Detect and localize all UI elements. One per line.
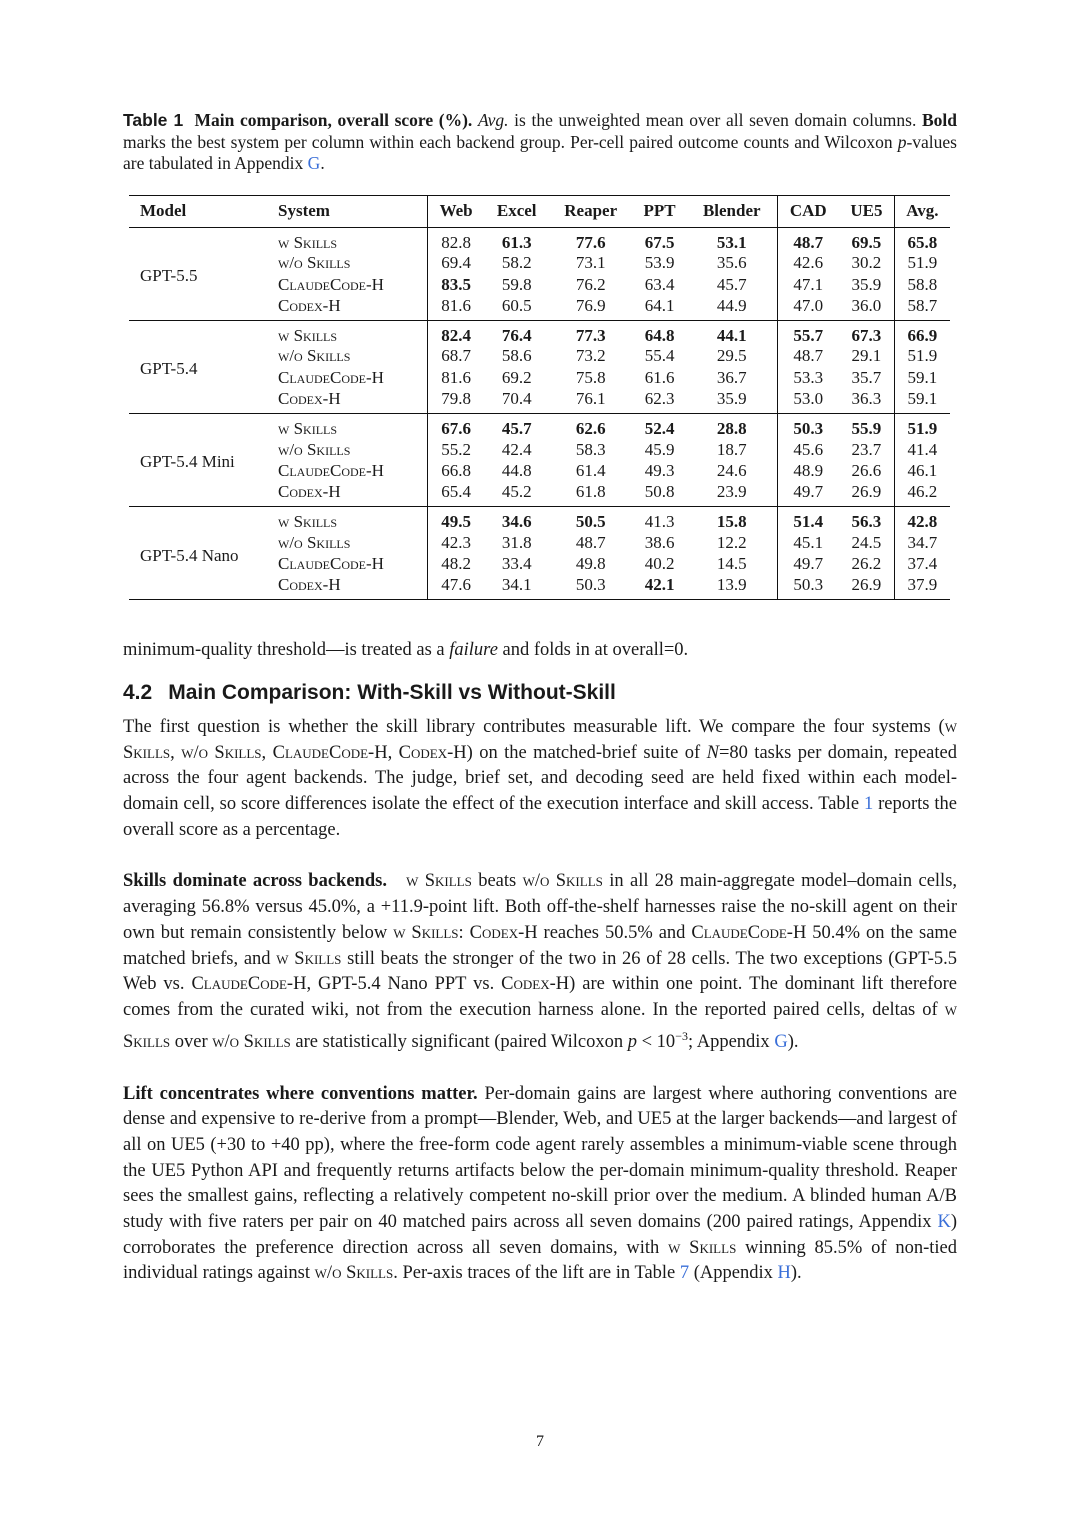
best-score: 53.1 — [716, 232, 747, 252]
best-score: 83.5 — [441, 274, 471, 294]
header-reaper: Reaper — [549, 195, 632, 227]
score-cell: 23.9 — [716, 482, 747, 502]
score-cell: 44.8 — [501, 461, 532, 481]
best-score: 69.5 — [851, 232, 882, 252]
score-cell: 66.8 — [428, 460, 485, 482]
score-cell: 49.8 — [575, 554, 606, 574]
paragraph-intro: The first question is whether the skill library contributes measurable lift. We compare the four systems (w Skills, w/o Skills, ClaudeCode-H, Codex-H) on the matched-brief suite of N=80 tasks per domain, repeated across the four agent backends. The judge, brief set, and decoding seed are held fixed within each model-domain cell, so score differences isolate the effect of the execution interface and skill access. Table 1 reports the overall score as a percentage. — [123, 716, 958, 840]
best-score: 42.8 — [907, 512, 938, 532]
score-cell — [549, 413, 632, 439]
best-score: 15.8 — [716, 512, 747, 532]
best-score: 56.3 — [851, 512, 882, 532]
score-cell — [894, 507, 950, 533]
table-group — [129, 507, 950, 600]
score-cell: 36.0 — [851, 295, 882, 315]
score-cell: 14.5 — [716, 554, 747, 574]
score-cell: 45.1 — [777, 532, 839, 554]
score-cell: 47.6 — [428, 575, 485, 600]
system-cell: Codex-H — [278, 388, 341, 408]
system-cell: w/o Skills — [278, 346, 351, 366]
score-cell — [632, 413, 687, 439]
best-score: 77.6 — [575, 232, 606, 252]
score-cell: 45.9 — [644, 439, 675, 459]
score-cell: 50.8 — [644, 482, 675, 502]
score-cell: 51.9 — [894, 253, 950, 275]
section-title: Main Comparison: With-Skill vs Without-Skill — [168, 680, 616, 704]
score-cell: 58.8 — [894, 274, 950, 296]
best-score: 48.7 — [793, 232, 824, 252]
score-cell: 61.8 — [575, 482, 606, 502]
best-score: 52.4 — [644, 418, 675, 438]
best-score: 82.4 — [441, 325, 471, 345]
best-score: 64.8 — [644, 325, 675, 345]
score-cell — [549, 227, 632, 253]
score-cell: 49.7 — [777, 482, 839, 507]
table-group — [129, 413, 950, 506]
appendix-k-link[interactable]: K — [937, 1212, 951, 1233]
caption-title: Main comparison, overall score (%). — [194, 110, 473, 130]
score-cell: 34.1 — [501, 575, 532, 595]
score-cell: 59.8 — [501, 274, 532, 294]
score-cell: 23.7 — [851, 439, 882, 459]
header-web: Web — [428, 195, 485, 227]
best-score: 67.3 — [851, 325, 882, 345]
score-cell: 50.3 — [575, 575, 606, 595]
score-cell: 81.6 — [428, 296, 485, 321]
system-cell: Codex-H — [278, 482, 341, 502]
score-cell: 53.9 — [644, 253, 675, 273]
score-cell: 76.1 — [575, 388, 606, 408]
score-cell: 73.2 — [575, 346, 606, 366]
system-cell: w Skills — [278, 325, 338, 345]
score-cell: 26.2 — [851, 554, 882, 574]
score-cell: 45.7 — [716, 274, 747, 294]
appendix-g-link-2[interactable]: G — [774, 1031, 788, 1052]
score-cell — [687, 227, 777, 253]
model-cell: GPT-5.5 — [140, 266, 198, 286]
table-group — [129, 227, 950, 320]
header-blender: Blender — [687, 195, 777, 227]
score-cell: 24.6 — [716, 461, 747, 481]
score-cell: 79.8 — [428, 389, 485, 414]
system-cell: w Skills — [278, 232, 338, 252]
appendix-g-link[interactable]: G — [307, 153, 321, 173]
caption-bold-term: Bold — [921, 110, 957, 130]
score-cell — [632, 575, 687, 600]
score-cell: 64.1 — [644, 295, 675, 315]
best-score: 51.4 — [793, 512, 824, 532]
score-cell: 70.4 — [501, 388, 532, 408]
section-heading — [123, 681, 957, 705]
score-cell — [839, 413, 894, 439]
score-cell: 36.7 — [716, 368, 747, 388]
score-cell: 48.7 — [575, 532, 606, 552]
score-cell: 58.7 — [894, 296, 950, 321]
score-cell — [428, 274, 485, 296]
best-score: 50.3 — [793, 418, 824, 438]
score-cell: 33.4 — [501, 554, 532, 574]
score-cell: 31.8 — [501, 532, 532, 552]
system-cell: ClaudeCode-H — [278, 554, 384, 574]
score-cell — [839, 507, 894, 533]
score-cell — [484, 227, 549, 253]
score-cell: 69.4 — [428, 253, 485, 275]
score-cell: 48.9 — [777, 460, 839, 482]
section-number: 4.2 — [123, 680, 153, 704]
appendix-h-link[interactable]: H — [777, 1263, 791, 1284]
table-row — [129, 320, 950, 346]
score-cell: 30.2 — [851, 253, 882, 273]
score-cell: 62.3 — [644, 388, 675, 408]
score-cell: 49.3 — [644, 461, 675, 481]
score-cell: 55.2 — [428, 439, 485, 461]
system-cell: w Skills — [278, 418, 338, 438]
best-score: 44.1 — [716, 325, 747, 345]
best-score: 51.9 — [907, 418, 938, 438]
score-cell: 76.2 — [575, 274, 606, 294]
table-header-row — [129, 195, 950, 227]
best-score: 49.5 — [441, 512, 471, 532]
score-cell: 73.1 — [575, 253, 606, 273]
header-model: Model — [129, 195, 274, 227]
score-cell: 48.7 — [777, 346, 839, 368]
header-ppt: PPT — [632, 195, 687, 227]
score-cell: 59.1 — [894, 367, 950, 389]
score-cell — [428, 413, 485, 439]
system-cell: w/o Skills — [278, 439, 351, 459]
system-cell: ClaudeCode-H — [278, 274, 384, 294]
score-cell — [777, 320, 839, 346]
score-cell: 61.6 — [644, 368, 675, 388]
best-score: 55.9 — [851, 418, 882, 438]
score-cell: 69.2 — [501, 368, 532, 388]
table-caption: Table 1 Main comparison, overall score (%). Avg. is the unweighted mean over all seven domain columns. Bold marks the best system per column within each backend group. Per-cell paired outcome counts and Wilcoxon p-values are tabulated in Appendix G. — [123, 110, 957, 173]
model-cell: GPT-5.4 — [140, 359, 198, 379]
paragraph-title-skills-dominate: Skills dominate across backends. — [123, 871, 387, 892]
score-cell: 63.4 — [644, 274, 675, 294]
score-cell: 42.6 — [777, 253, 839, 275]
score-cell: 26.9 — [851, 482, 882, 502]
table-7-link[interactable]: 7 — [679, 1263, 690, 1284]
table-group — [129, 320, 950, 413]
score-cell: 41.3 — [644, 512, 675, 532]
table-row — [129, 227, 950, 253]
system-cell: w/o Skills — [278, 253, 351, 273]
score-cell: 59.1 — [894, 389, 950, 414]
score-cell: 58.6 — [501, 346, 532, 366]
score-cell: 40.2 — [644, 554, 675, 574]
score-cell: 50.3 — [777, 575, 839, 600]
score-cell — [484, 320, 549, 346]
best-score: 67.5 — [644, 232, 675, 252]
score-cell — [484, 507, 549, 533]
score-cell: 38.6 — [644, 532, 675, 552]
score-cell — [777, 507, 839, 533]
paper-page — [123, 110, 957, 1287]
best-score: 67.6 — [441, 418, 471, 438]
best-score: 50.5 — [575, 512, 606, 532]
score-cell — [428, 507, 485, 533]
score-cell: 53.0 — [777, 389, 839, 414]
score-cell: 46.1 — [894, 460, 950, 482]
model-cell: GPT-5.4 Nano — [140, 545, 239, 565]
score-cell: 29.5 — [716, 346, 747, 366]
score-cell: 35.9 — [716, 388, 747, 408]
header-system: System — [274, 195, 428, 227]
score-cell: 81.6 — [428, 367, 485, 389]
score-cell: 47.1 — [777, 274, 839, 296]
best-score: 76.4 — [501, 325, 532, 345]
score-cell: 47.0 — [777, 296, 839, 321]
score-cell: 45.6 — [777, 439, 839, 461]
paragraph-skills-dominate: Skills dominate across backends. w Skills beats w/o Skills in all 28 main-aggregate model–domain cells, averaging 56.8% versus 45.0%, a +11.9-point lift. Both off-the-shelf harnesses raise the no-skill agent on their own but remain consistently below w Skills: Codex-H reaches 50.5% and ClaudeCode-H 50.4% on the same matched briefs, and w Skills still beats the stronger of the two in 26 of 28 cells. The two exceptions (GPT-5.5 Web vs. ClaudeCode-H, GPT-5.4 Nano PPT vs. Codex-H) are within one point. The dominant lift therefore comes from the curated wiki, not from the execution harness alone. In the reported paired cells, deltas of w Skills over w/o Skills are statistically significant (paired Wilcoxon $p < 10^{-3}$; Appendix G). — [123, 871, 958, 1052]
table-row — [129, 507, 950, 533]
table-1-link[interactable]: 1 — [863, 794, 874, 815]
best-score: 66.9 — [907, 325, 938, 345]
score-cell: 68.7 — [428, 346, 485, 368]
best-score: 55.7 — [793, 325, 824, 345]
score-cell: 53.3 — [777, 367, 839, 389]
results-table — [129, 195, 950, 601]
score-cell: 45.2 — [501, 482, 532, 502]
score-cell — [632, 320, 687, 346]
score-cell: 58.3 — [575, 439, 606, 459]
system-cell: Codex-H — [278, 295, 341, 315]
best-score: 42.1 — [644, 575, 675, 595]
score-cell: 76.9 — [575, 295, 606, 315]
page-number: 7 — [536, 1433, 544, 1450]
score-cell: 13.9 — [716, 575, 747, 595]
score-cell: 35.7 — [851, 368, 882, 388]
score-cell: 44.9 — [716, 295, 747, 315]
best-score: 61.3 — [501, 232, 532, 252]
best-score: 65.8 — [907, 232, 938, 252]
score-cell — [894, 227, 950, 253]
score-cell: 60.5 — [501, 295, 532, 315]
system-cell: w Skills — [278, 512, 338, 532]
best-score: 77.3 — [575, 325, 606, 345]
score-cell: 41.4 — [894, 439, 950, 461]
best-score: 34.6 — [501, 512, 532, 532]
best-score: 28.8 — [716, 418, 747, 438]
system-cell: ClaudeCode-H — [278, 461, 384, 481]
score-cell: 65.4 — [428, 482, 485, 507]
score-cell — [839, 320, 894, 346]
best-score: 45.7 — [501, 418, 532, 438]
score-cell: 36.3 — [851, 388, 882, 408]
header-excel: Excel — [484, 195, 549, 227]
score-cell: 42.4 — [501, 439, 532, 459]
score-cell: 29.1 — [851, 346, 882, 366]
score-cell: 26.6 — [851, 461, 882, 481]
score-cell: 34.7 — [894, 532, 950, 554]
score-cell — [687, 320, 777, 346]
table-row — [129, 413, 950, 439]
system-cell: ClaudeCode-H — [278, 368, 384, 388]
header-avg: Avg. — [894, 195, 950, 227]
score-cell: 82.8 — [428, 227, 485, 253]
score-cell — [839, 227, 894, 253]
score-cell: 58.2 — [501, 253, 532, 273]
score-cell — [894, 413, 950, 439]
score-cell: 42.3 — [428, 532, 485, 554]
paragraph-title-lift-concentrates: Lift concentrates where conventions matter. — [123, 1083, 478, 1104]
score-cell: 35.9 — [851, 274, 882, 294]
score-cell — [632, 227, 687, 253]
caption-label: Table 1 — [123, 110, 184, 130]
score-cell — [894, 320, 950, 346]
score-cell — [687, 413, 777, 439]
score-cell: 37.4 — [894, 554, 950, 576]
score-cell: 24.5 — [851, 532, 882, 552]
header-ue5: UE5 — [839, 195, 894, 227]
score-cell: 55.4 — [644, 346, 675, 366]
score-cell: 12.2 — [716, 532, 747, 552]
caption-avg-term: Avg. — [477, 110, 509, 130]
continuation-text: minimum-quality threshold—is treated as a failure and folds in at overall=0. — [123, 640, 689, 661]
score-cell — [484, 413, 549, 439]
paragraph-lift-concentrates: Lift concentrates where conventions matter. Per-domain gains are largest where authoring conventions are dense and expensive to re-derive from a prompt—Blender, Web, and UE5 at the larger backends—and largest of all on UE5 (+30 to +40 pp), where the free-form code agent rarely assembles a minimum-viable scene through the UE5 Python API and frequently returns artifacts below the per-domain minimum-quality threshold. Reaper sees the smallest gains, reflecting a relatively competent no-skill prior over the medium. A blinded human A/B study with five raters per pair on 40 matched pairs across all seven domains (200 paired ratings, Appendix K) corroborates the preference direction across all seven domains, with w Skills winning 85.5% of non-tied individual ratings against w/o Skills. Per-axis traces of the lift are in Table 7 (Appendix H). — [123, 1083, 958, 1284]
score-cell: 26.9 — [851, 575, 882, 595]
score-cell — [428, 320, 485, 346]
score-cell — [687, 507, 777, 533]
score-cell — [777, 413, 839, 439]
score-cell: 75.8 — [575, 368, 606, 388]
score-cell: 18.7 — [716, 439, 747, 459]
score-cell: 49.7 — [777, 554, 839, 576]
score-cell: 37.9 — [894, 575, 950, 600]
system-cell: Codex-H — [278, 575, 341, 595]
model-cell: GPT-5.4 Mini — [140, 452, 235, 472]
score-cell: 48.2 — [428, 554, 485, 576]
score-cell: 61.4 — [575, 461, 606, 481]
header-cad: CAD — [777, 195, 839, 227]
score-cell — [549, 507, 632, 533]
system-cell: w/o Skills — [278, 532, 351, 552]
best-score: 62.6 — [575, 418, 606, 438]
score-cell: 35.6 — [716, 253, 747, 273]
score-cell — [549, 320, 632, 346]
score-cell: 51.9 — [894, 346, 950, 368]
score-cell: 46.2 — [894, 482, 950, 507]
score-cell — [777, 227, 839, 253]
